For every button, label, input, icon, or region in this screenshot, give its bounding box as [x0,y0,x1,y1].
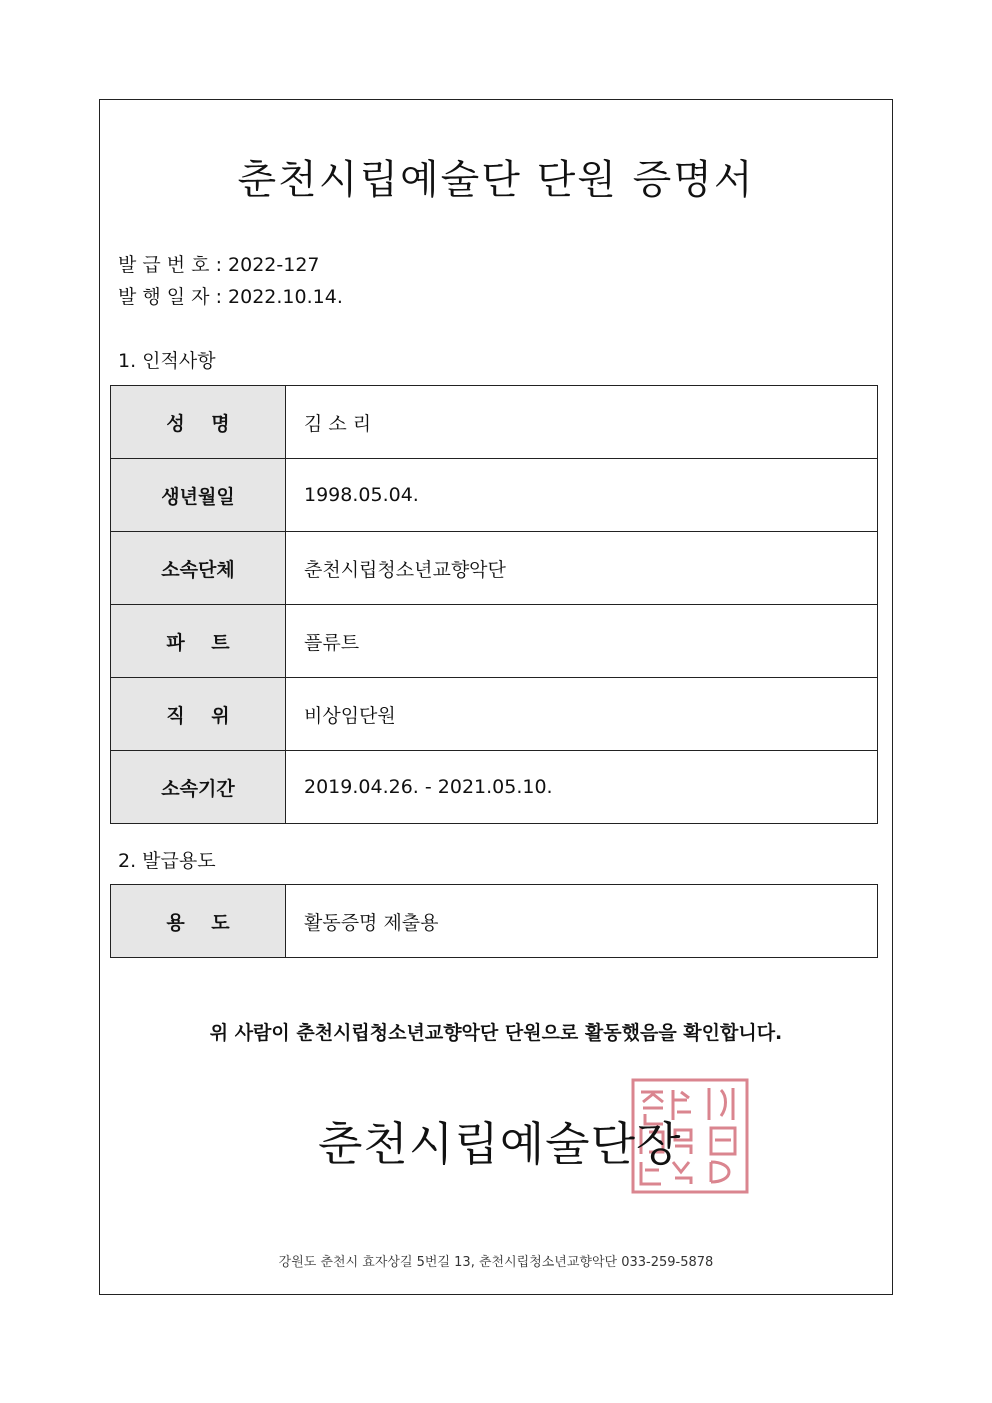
document-title: 춘천시립예술단 단원 증명서 [237,157,755,203]
table-row [111,885,878,958]
row-value: 비상임단원 [286,678,878,751]
table-row [111,751,878,824]
issuer-signature: 춘천시립예술단장 [318,1117,682,1171]
table-row [111,386,878,459]
row-value: 활동증명 제출용 [286,885,878,958]
row-value: 김 소 리 [286,386,878,459]
row-value: 춘천시립청소년교향악단 [286,532,878,605]
issue-number-value: 2022-127 [228,254,320,276]
issue-number-label: 발 급 번 호 : [118,254,222,276]
row-value: 1998.05.04. [286,459,878,532]
issue-date-label: 발 행 일 자 : [118,286,222,308]
table-row [111,678,878,751]
table-row [111,532,878,605]
table-row [111,605,878,678]
section-personal-heading: 1. 인적사항 [118,350,216,372]
row-value: 플류트 [286,605,878,678]
row-label: 파 트 [111,605,286,678]
row-label: 소속기간 [111,751,286,824]
row-label: 소속단체 [111,532,286,605]
footer-address: 강원도 춘천시 효자상길 5번길 13, 춘천시립청소년교향악단 033-259-5878 [278,1255,714,1270]
row-label: 생년월일 [111,459,286,532]
confirmation-statement: 위 사람이 춘천시립청소년교향악단 단원으로 활동했음을 확인합니다. [209,1022,783,1044]
issue-number [118,250,320,277]
section-purpose-heading: 2. 발급용도 [118,850,216,872]
table-row [111,459,878,532]
row-label: 성 명 [111,386,286,459]
purpose-table [110,884,878,958]
row-label: 용 도 [111,885,286,958]
row-label: 직 위 [111,678,286,751]
row-value: 2019.04.26. - 2021.05.10. [286,751,878,824]
personal-info-table [110,385,878,824]
issue-date [118,282,343,309]
issue-date-value: 2022.10.14. [228,286,343,308]
